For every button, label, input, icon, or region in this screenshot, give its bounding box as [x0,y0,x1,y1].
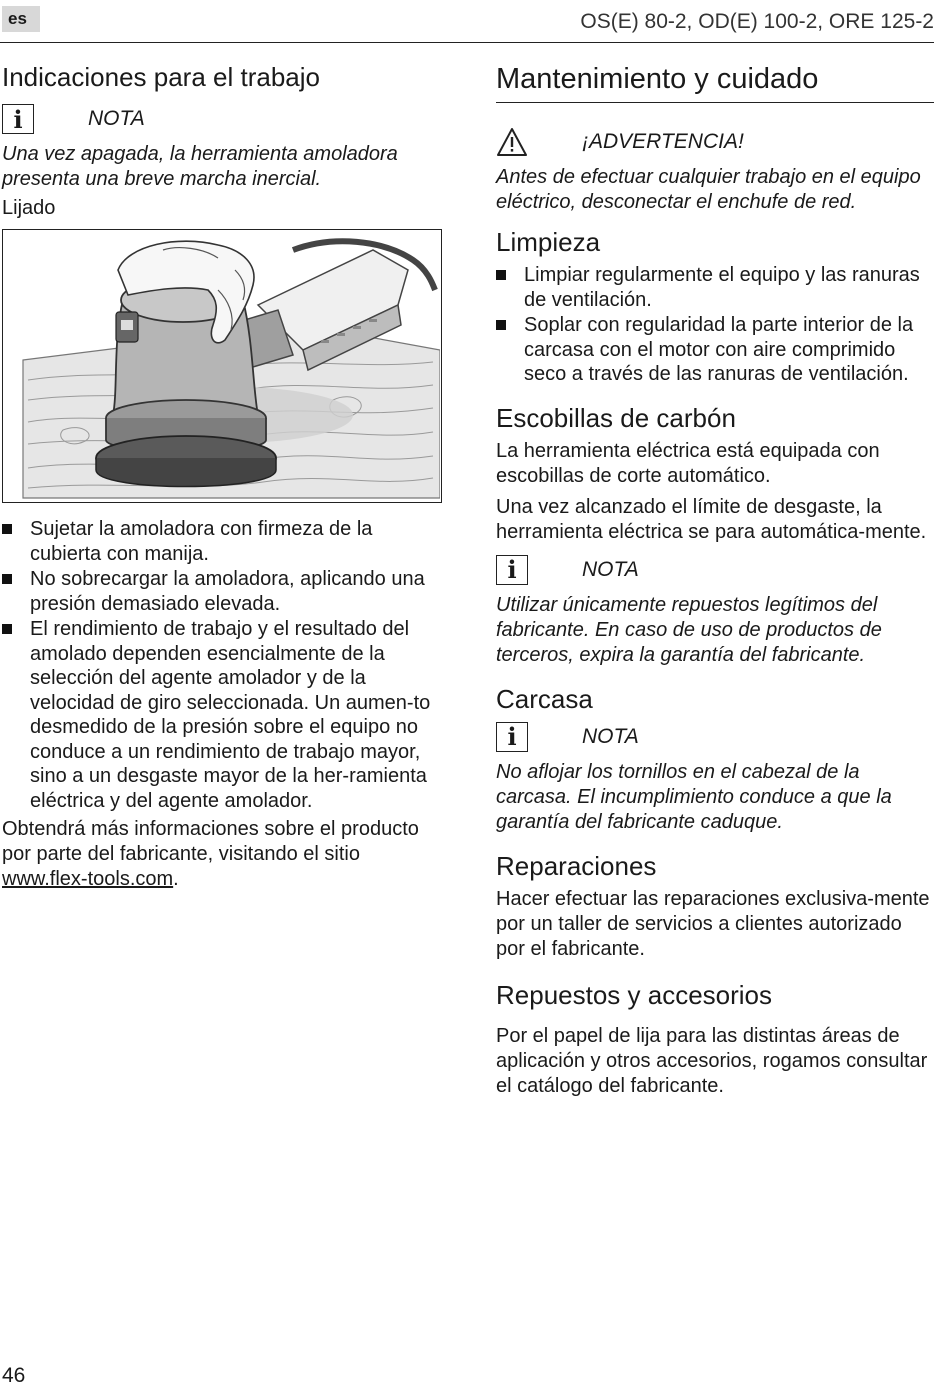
info-icon: i [496,555,528,585]
sanding-illustration [2,229,442,503]
section-title-maintenance: Mantenimiento y cuidado [496,60,934,103]
work-bullet-list [2,517,442,813]
note-label: NOTA [582,557,639,581]
warning-text: Antes de efectuar cualquier trabajo en el equipo eléctrico, desconectar el enchufe de red. [496,166,921,213]
subheading-lijado: Lijado [2,197,56,219]
info-icon: i [496,722,528,752]
list-item: El rendimiento de trabajo y el resultado del amolado dependen esencialmente de la selección del agente amolador y de la velocidad de giro seleccionada. Un aumen-to desmedido de la presión sobre el equipo no conduce a un rendimiento de trabajo mayor, sino a un desgaste mayor de la her-ramienta eléctrica y del agente amolador. [2,617,442,813]
info-paragraph [2,817,442,892]
header-rule [0,42,934,43]
section-title-limpieza: Limpieza [496,227,601,257]
section-title-escobillas: Escobillas de carbón [496,402,736,433]
link-suffix: . [173,868,179,890]
warning-label: ¡ADVERTENCIA! [582,130,744,153]
reparaciones-text: Hacer efectuar las reparaciones exclusiva-mente por un taller de servicios a clientes autorizado por el fabricante. [496,887,930,960]
note-label: NOTA [88,107,145,130]
list-item: Soplar con regularidad la parte interior de la carcasa con el motor con aire comprimido seco a través de las ranuras de ventilación. [496,313,934,387]
escobillas-paragraph-2: Una vez alcanzado el límite de desgaste, la herramienta eléctrica se para automática-mente. [496,495,927,543]
note-header [496,553,934,587]
list-item: Limpiar regularmente el equipo y las ranuras de ventilación. [496,263,934,312]
website-link[interactable]: www.flex-tools.com [2,868,174,890]
list-item: No sobrecargar la amoladora, aplicando una presión demasiado elevada. [2,567,442,616]
info-text: Obtendrá más informaciones sobre el producto por parte del fabricante, visitando el sitio [2,818,419,865]
repuestos-text: Por el papel de lija para las distintas áreas de aplicación y otros accesorios, rogamos consultar el catálogo del fabricante. [496,1024,928,1097]
model-header: OS(E) 80-2, OD(E) 100-2, ORE 125-2 [580,10,934,33]
section-title-work: Indicaciones para el trabajo [2,62,320,92]
info-icon: i [2,104,34,134]
limpieza-bullet-list [496,263,934,387]
warning-header [496,125,934,159]
page-number: 46 [2,1364,26,1387]
section-title-carcasa: Carcasa [496,683,593,714]
note-text: Utilizar únicamente repuestos legítimos del fabricante. En caso de uso de productos de terceros, expira la garantía del fabricante. [496,593,882,666]
note-text: Una vez apagada, la herramienta amoladora presenta una breve marcha inercial. [2,143,398,190]
note-label: NOTA [582,724,639,748]
list-item: Sujetar la amoladora con firmeza de la cubierta con manija. [2,517,442,566]
note-header [2,102,442,136]
note-header [496,720,934,754]
section-title-reparaciones: Reparaciones [496,850,657,881]
right-column [496,60,934,1099]
language-badge: es [2,6,40,32]
note-text: No aflojar los tornillos en el cabezal de la carcasa. El incumplimiento conduce a que la garantía del fabricante caduque. [496,760,892,833]
escobillas-paragraph-1: La herramienta eléctrica está equipada con escobillas de corte automático. [496,439,880,487]
warning-icon [496,127,528,157]
section-title-repuestos: Repuestos y accesorios [496,979,773,1010]
left-column [2,60,442,892]
